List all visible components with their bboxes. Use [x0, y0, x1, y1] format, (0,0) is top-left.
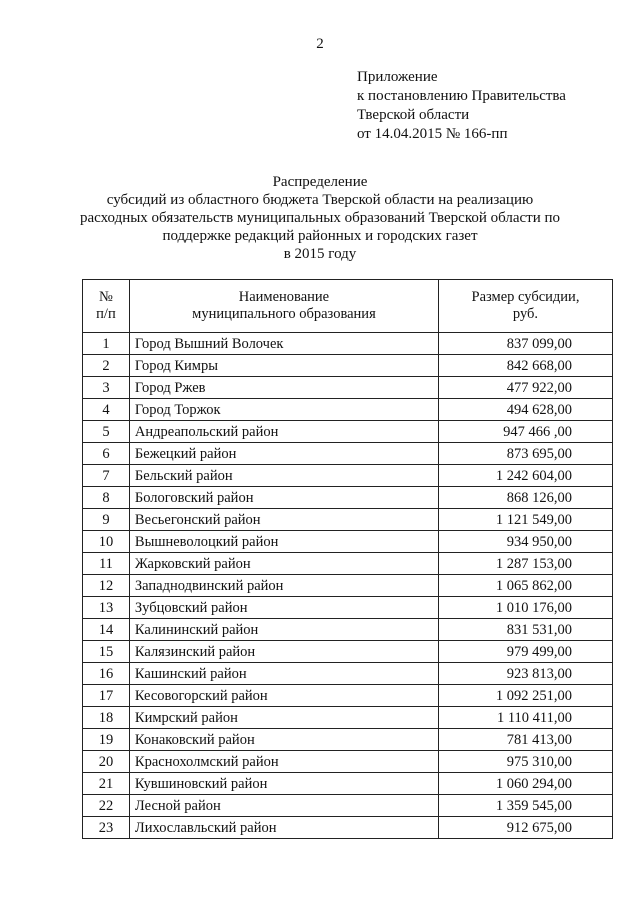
header-amount-line1: Размер субсидии, — [471, 289, 580, 305]
row-amount-cell — [438, 531, 612, 553]
table-body — [83, 333, 613, 839]
row-municipality: Кесовогорский район — [134, 688, 268, 704]
appendix-line: Тверской области — [357, 107, 470, 123]
row-municipality-cell — [129, 509, 438, 531]
row-number-cell — [83, 443, 130, 465]
table-row — [83, 663, 613, 685]
title-line: субсидий из областного бюджета Тверской области на реализацию — [106, 192, 534, 208]
row-number-cell — [83, 707, 130, 729]
row-amount: 1 060 294,00 — [495, 776, 572, 792]
row-municipality-cell — [129, 597, 438, 619]
row-amount: 1 359 545,00 — [495, 798, 572, 814]
row-amount-cell — [438, 817, 612, 839]
row-municipality: Западнодвинский район — [134, 578, 284, 594]
row-number-cell — [83, 773, 130, 795]
row-number-cell — [83, 553, 130, 575]
row-amount-cell — [438, 487, 612, 509]
table-row — [83, 531, 613, 553]
row-amount: 934 950,00 — [506, 534, 572, 550]
row-number: 12 — [98, 578, 114, 594]
row-municipality-cell — [129, 421, 438, 443]
row-number-cell — [83, 509, 130, 531]
row-amount-cell — [438, 685, 612, 707]
table-row — [83, 773, 613, 795]
row-number: 10 — [98, 534, 114, 550]
row-municipality-cell — [129, 663, 438, 685]
appendix-line: к постановлению Правительства — [357, 88, 566, 104]
row-amount-cell — [438, 443, 612, 465]
row-municipality-cell — [129, 443, 438, 465]
row-municipality: Город Ржев — [134, 380, 206, 396]
row-municipality-cell — [129, 553, 438, 575]
row-number-cell — [83, 817, 130, 839]
row-amount-cell — [438, 641, 612, 663]
row-number-cell — [83, 333, 130, 355]
header-num-line2: п/п — [96, 306, 116, 322]
table-row — [83, 751, 613, 773]
row-amount-cell — [438, 575, 612, 597]
row-number: 9 — [102, 512, 110, 528]
row-number: 17 — [98, 688, 114, 704]
row-amount: 477 922,00 — [506, 380, 572, 396]
row-number: 5 — [102, 424, 110, 440]
table-row — [83, 443, 613, 465]
row-number: 1 — [102, 336, 110, 352]
row-municipality-cell — [129, 399, 438, 421]
row-number-cell — [83, 663, 130, 685]
table-row — [83, 795, 613, 817]
row-municipality-cell — [129, 333, 438, 355]
row-amount: 781 413,00 — [506, 732, 572, 748]
row-number-cell — [83, 575, 130, 597]
row-amount: 1 110 411,00 — [496, 710, 572, 726]
table-row — [83, 509, 613, 531]
header-name-line1: Наименование — [238, 289, 330, 305]
row-municipality-cell — [129, 377, 438, 399]
row-number-cell — [83, 685, 130, 707]
row-amount-cell — [438, 421, 612, 443]
row-municipality: Город Торжок — [134, 402, 221, 418]
row-municipality-cell — [129, 355, 438, 377]
row-municipality: Весьегонский район — [134, 512, 261, 528]
header-num — [83, 280, 130, 333]
appendix-line: Приложение — [357, 69, 438, 85]
row-municipality-cell — [129, 575, 438, 597]
row-number-cell — [83, 399, 130, 421]
row-number-cell — [83, 729, 130, 751]
table-header — [83, 280, 613, 333]
title-line: расходных обязательств муниципальных образований Тверской области по — [79, 210, 561, 226]
row-number: 22 — [98, 798, 114, 814]
row-municipality-cell — [129, 487, 438, 509]
table-row — [83, 399, 613, 421]
row-municipality: Андреапольский район — [134, 424, 279, 440]
row-number-cell — [83, 619, 130, 641]
table-row — [83, 817, 613, 839]
row-amount: 1 287 153,00 — [495, 556, 572, 572]
row-municipality: Жарковский район — [134, 556, 251, 572]
header-num-line1: № — [99, 289, 113, 305]
table-row — [83, 355, 613, 377]
table-row — [83, 619, 613, 641]
row-amount-cell — [438, 729, 612, 751]
row-amount-cell — [438, 377, 612, 399]
row-municipality: Краснохолмский район — [134, 754, 279, 770]
title-line: поддержке редакций районных и городских газет — [162, 228, 478, 244]
row-municipality: Кашинский район — [134, 666, 247, 682]
row-number-cell — [83, 487, 130, 509]
row-amount: 1 065 862,00 — [495, 578, 572, 594]
row-amount: 923 813,00 — [506, 666, 572, 682]
row-number: 3 — [102, 380, 110, 396]
row-number: 7 — [102, 468, 110, 484]
row-municipality-cell — [129, 707, 438, 729]
row-number: 6 — [102, 446, 110, 462]
row-amount: 1 121 549,00 — [495, 512, 572, 528]
row-amount: 831 531,00 — [506, 622, 572, 638]
table-row — [83, 465, 613, 487]
row-amount-cell — [438, 663, 612, 685]
row-amount: 873 695,00 — [506, 446, 572, 462]
row-amount: 1 092 251,00 — [495, 688, 572, 704]
row-number: 18 — [98, 710, 114, 726]
title-line: в 2015 году — [283, 246, 357, 262]
row-municipality-cell — [129, 729, 438, 751]
header-amount-line2: руб. — [512, 306, 539, 322]
row-municipality: Город Кимры — [134, 358, 218, 374]
row-number: 4 — [102, 402, 110, 418]
row-amount-cell — [438, 333, 612, 355]
row-number: 11 — [98, 556, 113, 572]
table-row — [83, 729, 613, 751]
row-municipality-cell — [129, 795, 438, 817]
row-number: 23 — [98, 820, 114, 836]
row-amount-cell — [438, 795, 612, 817]
row-number-cell — [83, 795, 130, 817]
header-name-line2: муниципального образования — [192, 306, 376, 322]
row-municipality: Город Вышний Волочек — [134, 336, 284, 352]
row-amount: 979 499,00 — [506, 644, 572, 660]
row-municipality-cell — [129, 817, 438, 839]
row-number: 19 — [98, 732, 114, 748]
row-municipality: Кимрский район — [134, 710, 238, 726]
table-row — [83, 377, 613, 399]
header-name — [129, 280, 438, 333]
row-amount: 1 242 604,00 — [495, 468, 572, 484]
header-amount — [438, 280, 612, 333]
row-municipality-cell — [129, 465, 438, 487]
row-amount-cell — [438, 553, 612, 575]
table-row — [83, 641, 613, 663]
page-number: 2 — [316, 36, 324, 52]
row-municipality: Бежецкий район — [134, 446, 237, 462]
row-number-cell — [83, 377, 130, 399]
row-number: 14 — [98, 622, 114, 638]
row-municipality: Бологовский район — [134, 490, 254, 506]
subsidy-table — [82, 279, 613, 839]
row-amount: 975 310,00 — [506, 754, 572, 770]
table-row — [83, 333, 613, 355]
row-amount-cell — [438, 597, 612, 619]
row-municipality-cell — [129, 773, 438, 795]
row-number-cell — [83, 355, 130, 377]
row-number: 15 — [98, 644, 114, 660]
table-row — [83, 685, 613, 707]
row-amount-cell — [438, 355, 612, 377]
row-municipality: Конаковский район — [134, 732, 255, 748]
row-number: 2 — [102, 358, 110, 374]
row-number-cell — [83, 597, 130, 619]
row-number-cell — [83, 465, 130, 487]
row-municipality: Лесной район — [134, 798, 221, 814]
row-municipality: Кувшиновский район — [134, 776, 268, 792]
row-municipality: Калязинский район — [134, 644, 256, 660]
row-municipality: Калининский район — [134, 622, 259, 638]
row-municipality-cell — [129, 531, 438, 553]
row-number-cell — [83, 751, 130, 773]
row-number-cell — [83, 421, 130, 443]
row-amount: 494 628,00 — [506, 402, 572, 418]
row-number-cell — [83, 641, 130, 663]
table-row — [83, 421, 613, 443]
table-row — [83, 597, 613, 619]
row-number: 8 — [102, 490, 110, 506]
row-number: 21 — [98, 776, 114, 792]
row-number-cell — [83, 531, 130, 553]
row-amount-cell — [438, 707, 612, 729]
row-amount: 837 099,00 — [506, 336, 572, 352]
row-municipality: Лихославльский район — [134, 820, 277, 836]
row-number: 13 — [98, 600, 114, 616]
row-municipality: Зубцовский район — [134, 600, 248, 616]
row-amount-cell — [438, 751, 612, 773]
row-amount: 912 675,00 — [506, 820, 572, 836]
row-amount-cell — [438, 399, 612, 421]
row-amount: 868 126,00 — [506, 490, 572, 506]
table-row — [83, 575, 613, 597]
row-amount-cell — [438, 509, 612, 531]
row-number: 16 — [98, 666, 114, 682]
row-number: 20 — [98, 754, 114, 770]
table-row — [83, 707, 613, 729]
row-municipality-cell — [129, 641, 438, 663]
appendix-line: от 14.04.2015 № 166-пп — [357, 126, 508, 142]
row-municipality: Бельский район — [134, 468, 233, 484]
row-amount-cell — [438, 465, 612, 487]
row-amount: 1 010 176,00 — [495, 600, 572, 616]
table-row — [83, 553, 613, 575]
row-amount-cell — [438, 619, 612, 641]
row-municipality-cell — [129, 619, 438, 641]
title-line: Распределение — [272, 174, 368, 190]
row-municipality: Вышневолоцкий район — [134, 534, 279, 550]
header-row — [83, 280, 613, 333]
table-row — [83, 487, 613, 509]
row-amount: 842 668,00 — [506, 358, 572, 374]
row-amount: 947 466 ,00 — [503, 424, 572, 440]
row-amount-cell — [438, 773, 612, 795]
row-municipality-cell — [129, 751, 438, 773]
appendix-block — [357, 68, 566, 144]
document-title — [0, 173, 640, 263]
row-municipality-cell — [129, 685, 438, 707]
